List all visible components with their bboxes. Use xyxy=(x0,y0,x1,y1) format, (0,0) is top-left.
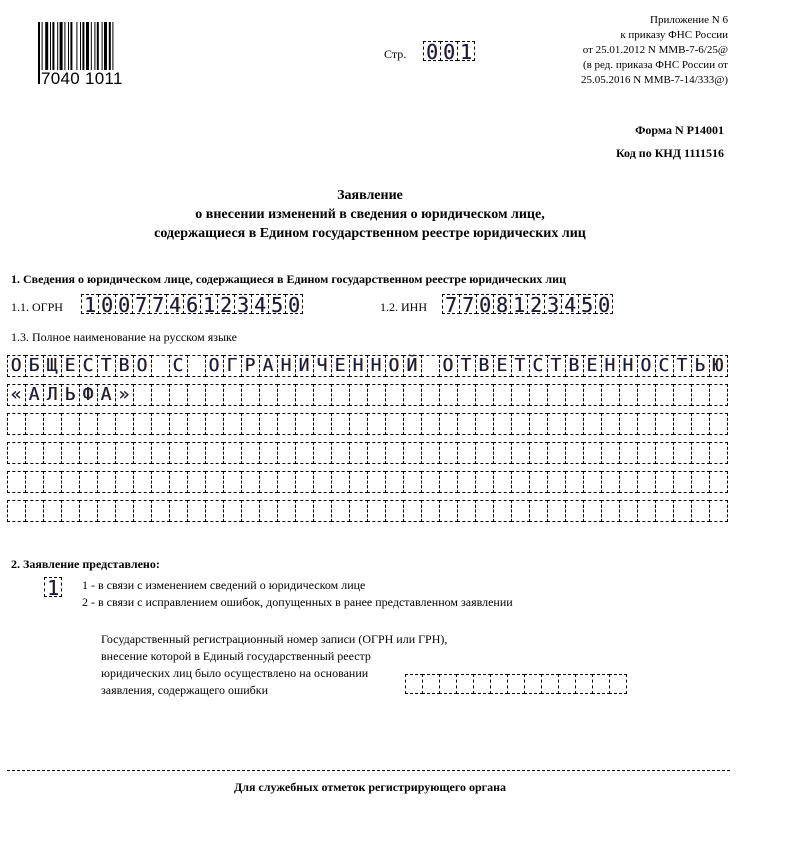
name-char-cell xyxy=(439,384,458,406)
name-char-cell xyxy=(457,413,476,435)
name-char-cell xyxy=(25,500,44,522)
name-char-cell xyxy=(673,413,692,435)
char-cell[interactable]: 7 xyxy=(132,294,150,314)
name-char-cell xyxy=(457,500,476,522)
name-char-cell xyxy=(565,384,584,406)
name-row-cells xyxy=(7,500,728,522)
name-char-cell xyxy=(565,500,584,522)
annex-line: от 25.01.2012 N ММВ-7-6/25@ xyxy=(582,44,728,56)
name-char-cell xyxy=(511,384,530,406)
name-char-cell xyxy=(691,384,710,406)
barcode xyxy=(38,22,138,88)
name-row[interactable] xyxy=(7,500,730,522)
grn-description xyxy=(101,631,447,699)
name-char-cell xyxy=(691,471,710,493)
section2-heading: 2. Заявление представлено: xyxy=(11,557,160,571)
char-cell[interactable] xyxy=(490,674,508,694)
name-char-cell xyxy=(709,471,728,493)
name-char-cell xyxy=(331,471,350,493)
name-char-cell xyxy=(403,384,422,406)
name-char-cell xyxy=(331,413,350,435)
name-char-cell xyxy=(169,442,188,464)
name-char-cell xyxy=(331,500,350,522)
name-char-cell xyxy=(61,500,80,522)
name-char-cell xyxy=(691,413,710,435)
name-char-cell xyxy=(619,442,638,464)
name-char-cell xyxy=(169,500,188,522)
name-char-cell xyxy=(97,413,116,435)
char-cell[interactable]: 2 xyxy=(527,294,545,314)
name-char-cell xyxy=(511,413,530,435)
name-char-cell xyxy=(313,471,332,493)
char-cell[interactable]: 1 xyxy=(457,41,475,61)
char-cell[interactable] xyxy=(439,674,457,694)
annex-note xyxy=(581,13,728,88)
char-cell[interactable] xyxy=(422,674,440,694)
annex-line: к приказу ФНС России xyxy=(620,29,728,41)
name-char-cell xyxy=(619,413,638,435)
name-char-cell xyxy=(313,500,332,522)
char-cell[interactable]: 1 xyxy=(81,294,99,314)
char-cell[interactable]: 0 xyxy=(98,294,116,314)
name-char-cell xyxy=(493,500,512,522)
name-char-cell xyxy=(655,500,674,522)
name-char-cell xyxy=(7,442,26,464)
char-cell[interactable] xyxy=(473,674,491,694)
char-cell[interactable]: 2 xyxy=(217,294,235,314)
name-char-cell xyxy=(547,413,566,435)
name-char-cell xyxy=(97,471,116,493)
name-char-cell xyxy=(25,471,44,493)
char-cell[interactable] xyxy=(541,674,559,694)
name-char-cell xyxy=(493,384,512,406)
name-char-cell xyxy=(205,413,224,435)
name-char-cell xyxy=(583,413,602,435)
name-char-cell xyxy=(619,384,638,406)
name-char-cell xyxy=(385,384,404,406)
name-char-cell xyxy=(295,500,314,522)
page-label: Стр. xyxy=(384,47,407,61)
name-char-cell xyxy=(223,500,242,522)
name-char-cell xyxy=(619,471,638,493)
name-char-cell xyxy=(187,413,206,435)
name-char-cell xyxy=(565,413,584,435)
name-char-cell xyxy=(115,500,134,522)
name-char-cell xyxy=(259,500,278,522)
reason-value-cell[interactable]: 1 xyxy=(44,577,62,597)
name-char-cell xyxy=(583,500,602,522)
name-char-cell xyxy=(493,442,512,464)
char-cell[interactable]: 8 xyxy=(493,294,511,314)
name-char-cell xyxy=(349,500,368,522)
name-char-cell xyxy=(277,442,296,464)
name-char-cell xyxy=(151,442,170,464)
name-char-cell xyxy=(115,471,134,493)
name-char-cell xyxy=(7,471,26,493)
name-char-cell xyxy=(655,413,674,435)
name-char-cell xyxy=(7,500,26,522)
name-char-cell xyxy=(259,384,278,406)
name-char-cell xyxy=(7,413,26,435)
name-char-cell xyxy=(403,500,422,522)
name-char-cell xyxy=(547,442,566,464)
name-char-cell xyxy=(457,384,476,406)
name-char-cell xyxy=(187,442,206,464)
name-char-cell xyxy=(529,471,548,493)
ogrn-label: 1.1. ОГРН xyxy=(11,300,63,314)
name-char-cell xyxy=(709,442,728,464)
inn-label: 1.2. ИНН xyxy=(380,300,427,314)
name-char-cell xyxy=(277,471,296,493)
char-cell[interactable]: 0 xyxy=(115,294,133,314)
name-char-cell xyxy=(529,442,548,464)
name-char-cell xyxy=(295,413,314,435)
name-char-cell xyxy=(61,413,80,435)
name-char-cell xyxy=(223,384,242,406)
name-row[interactable] xyxy=(7,384,730,406)
name-char-cell xyxy=(277,413,296,435)
grn-field[interactable] xyxy=(405,674,627,694)
name-char-cell xyxy=(421,500,440,522)
name-char-cell xyxy=(313,442,332,464)
name-char-cell xyxy=(241,442,260,464)
name-char-cell xyxy=(169,413,188,435)
name-char-cell xyxy=(367,442,386,464)
name-char-cell xyxy=(403,471,422,493)
name-char-cell xyxy=(475,413,494,435)
inn-field[interactable] xyxy=(442,293,613,317)
name-char-cell xyxy=(547,471,566,493)
name-char-cell xyxy=(583,442,602,464)
char-cell[interactable]: 6 xyxy=(183,294,201,314)
char-cell[interactable]: 7 xyxy=(459,294,477,314)
name-char-cell xyxy=(457,471,476,493)
name-char-cell xyxy=(43,471,62,493)
reason-option-2: 2 - в связи с исправлением ошибок, допущенных в ранее представленном заявлении xyxy=(82,595,513,609)
name-char-cell xyxy=(583,384,602,406)
name-char-cell xyxy=(187,384,206,406)
name-char-cell xyxy=(133,413,152,435)
char-cell[interactable]: 3 xyxy=(544,294,562,314)
name-char-cell xyxy=(349,442,368,464)
name-char-cell xyxy=(601,384,620,406)
name-char-cell xyxy=(151,413,170,435)
name-char-cell xyxy=(115,442,134,464)
name-char-cell xyxy=(367,471,386,493)
grn-text-line: Государственный регистрационный номер записи (ОГРН или ГРН), xyxy=(101,632,448,646)
name-char-cell xyxy=(457,442,476,464)
name-char-cell xyxy=(331,442,350,464)
name-char-cell xyxy=(79,471,98,493)
char-cell[interactable] xyxy=(524,674,542,694)
name-row-cells xyxy=(7,413,728,435)
name-char-cell xyxy=(115,413,134,435)
name-char-cell xyxy=(187,471,206,493)
grn-text-line: внесение которой в Единый государственный реестр xyxy=(101,649,371,663)
name-char-cell xyxy=(205,384,224,406)
name-char-cell xyxy=(655,442,674,464)
name-char-cell xyxy=(241,384,260,406)
name-row-text[interactable]: «АЛЬФА» xyxy=(10,384,137,405)
name-char-cell xyxy=(583,471,602,493)
name-char-cell xyxy=(511,500,530,522)
annex-line: 25.05.2016 N ММВ-7-14/333@) xyxy=(580,74,728,86)
name-char-cell xyxy=(655,471,674,493)
name-row-cells xyxy=(7,442,728,464)
name-char-cell xyxy=(493,471,512,493)
name-char-cell xyxy=(421,384,440,406)
name-char-cell xyxy=(79,500,98,522)
name-char-cell xyxy=(673,500,692,522)
annex-line: Приложение N 6 xyxy=(650,14,728,26)
name-char-cell xyxy=(439,471,458,493)
name-char-cell xyxy=(439,442,458,464)
name-char-cell xyxy=(403,413,422,435)
name-char-cell xyxy=(331,384,350,406)
char-cell[interactable] xyxy=(558,674,576,694)
char-cell[interactable]: 4 xyxy=(561,294,579,314)
name-char-cell xyxy=(241,471,260,493)
char-cell[interactable]: 3 xyxy=(234,294,252,314)
name-char-cell xyxy=(547,384,566,406)
name-row[interactable] xyxy=(7,355,730,377)
name-char-cell xyxy=(403,442,422,464)
reason-field[interactable] xyxy=(44,576,62,600)
title-line: о внесении изменений в сведения о юридическом лице, xyxy=(195,207,545,222)
char-cell[interactable] xyxy=(575,674,593,694)
title-line: Заявление xyxy=(337,188,403,203)
name-char-cell xyxy=(421,442,440,464)
name-char-cell xyxy=(547,500,566,522)
name-char-cell xyxy=(367,500,386,522)
name-char-cell xyxy=(349,413,368,435)
name-char-cell xyxy=(475,471,494,493)
name-char-cell xyxy=(223,413,242,435)
name-row-cells xyxy=(7,471,728,493)
char-cell[interactable] xyxy=(507,674,525,694)
knd-code: Код по КНД 1111516 xyxy=(615,146,724,160)
name-char-cell xyxy=(241,413,260,435)
name-char-cell xyxy=(673,384,692,406)
name-char-cell xyxy=(259,442,278,464)
name-char-cell xyxy=(385,471,404,493)
char-cell[interactable]: 7 xyxy=(149,294,167,314)
name-char-cell xyxy=(475,384,494,406)
grn-text-line: заявления, содержащего ошибки xyxy=(101,683,269,697)
name-char-cell xyxy=(25,413,44,435)
name-char-cell xyxy=(655,384,674,406)
name-char-cell xyxy=(421,413,440,435)
name-char-cell xyxy=(295,384,314,406)
char-cell[interactable] xyxy=(592,674,610,694)
name-char-cell xyxy=(205,500,224,522)
name-char-cell xyxy=(277,500,296,522)
name-char-cell xyxy=(565,471,584,493)
title-line: содержащиеся в Едином государственном реестре юридических лиц xyxy=(154,226,586,241)
name-char-cell xyxy=(421,471,440,493)
name-char-cell xyxy=(565,442,584,464)
name-char-cell xyxy=(475,442,494,464)
name-char-cell xyxy=(367,413,386,435)
name-char-cell xyxy=(349,471,368,493)
name-char-cell xyxy=(349,384,368,406)
reason-option-1: 1 - в связи с изменением сведений о юридическом лице xyxy=(82,578,366,592)
name-char-cell xyxy=(637,442,656,464)
name-char-cell xyxy=(259,471,278,493)
ogrn-field[interactable] xyxy=(81,293,303,317)
name-char-cell xyxy=(25,442,44,464)
name-char-cell xyxy=(385,442,404,464)
name-char-cell xyxy=(673,471,692,493)
name-char-cell xyxy=(43,442,62,464)
name-char-cell xyxy=(439,413,458,435)
name-char-cell xyxy=(601,442,620,464)
name-char-cell xyxy=(529,384,548,406)
name-char-cell xyxy=(97,442,116,464)
char-cell[interactable] xyxy=(456,674,474,694)
char-cell[interactable] xyxy=(405,674,423,694)
char-cell[interactable]: 1 xyxy=(200,294,218,314)
name-char-cell xyxy=(601,413,620,435)
name-char-cell xyxy=(295,442,314,464)
name-char-cell xyxy=(439,500,458,522)
name-char-cell xyxy=(259,413,278,435)
name-char-cell xyxy=(673,442,692,464)
name-char-cell xyxy=(511,471,530,493)
name-char-cell xyxy=(385,500,404,522)
name-row[interactable] xyxy=(7,413,730,435)
name-char-cell xyxy=(619,500,638,522)
name-char-cell xyxy=(601,471,620,493)
name-char-cell xyxy=(637,413,656,435)
char-cell[interactable]: 4 xyxy=(251,294,269,314)
name-char-cell xyxy=(133,442,152,464)
name-row[interactable] xyxy=(7,442,730,464)
char-cell[interactable]: 0 xyxy=(476,294,494,314)
char-cell[interactable] xyxy=(609,674,627,694)
name-char-cell xyxy=(241,500,260,522)
name-char-cell xyxy=(637,384,656,406)
grn-text-line: юридических лиц было осуществлено на основании xyxy=(101,666,369,680)
name-char-cell xyxy=(637,471,656,493)
name-char-cell xyxy=(205,442,224,464)
form-number: Форма N Р14001 xyxy=(635,123,724,137)
page-number-field[interactable] xyxy=(423,40,475,64)
name-row[interactable] xyxy=(7,471,730,493)
name-char-cell xyxy=(169,384,188,406)
name-char-cell xyxy=(691,500,710,522)
char-cell[interactable]: 0 xyxy=(440,41,458,61)
name-char-cell xyxy=(205,471,224,493)
char-cell[interactable]: 5 xyxy=(578,294,596,314)
name-char-cell xyxy=(709,413,728,435)
name-char-cell xyxy=(313,413,332,435)
name-char-cell xyxy=(709,500,728,522)
name-char-cell xyxy=(43,500,62,522)
name-char-cell xyxy=(61,442,80,464)
name-char-cell xyxy=(493,413,512,435)
full-name-label: 1.3. Полное наименование на русском языке xyxy=(11,330,237,344)
cut-line-divider xyxy=(7,770,730,771)
char-cell[interactable]: 5 xyxy=(268,294,286,314)
name-char-cell xyxy=(277,384,296,406)
name-char-cell xyxy=(529,413,548,435)
char-cell[interactable]: 0 xyxy=(595,294,613,314)
char-cell[interactable]: 1 xyxy=(510,294,528,314)
name-char-cell xyxy=(151,471,170,493)
name-char-cell xyxy=(475,500,494,522)
name-char-cell xyxy=(61,471,80,493)
name-char-cell xyxy=(637,500,656,522)
annex-line: (в ред. приказа ФНС России от xyxy=(582,59,728,71)
name-char-cell xyxy=(529,500,548,522)
section1-heading: 1. Сведения о юридическом лице, содержащиеся в Едином государственном реестре юридических лиц xyxy=(11,272,566,286)
name-char-cell xyxy=(133,471,152,493)
name-char-cell xyxy=(601,500,620,522)
name-char-cell xyxy=(151,500,170,522)
name-char-cell xyxy=(169,471,188,493)
name-char-cell xyxy=(79,442,98,464)
name-char-cell xyxy=(223,442,242,464)
name-char-cell xyxy=(511,442,530,464)
barcode-number: 7040 1011 xyxy=(41,69,123,88)
name-char-cell xyxy=(79,413,98,435)
name-char-cell xyxy=(223,471,242,493)
char-cell[interactable]: 4 xyxy=(166,294,184,314)
name-char-cell xyxy=(133,500,152,522)
name-char-cell xyxy=(97,500,116,522)
name-char-cell xyxy=(187,500,206,522)
name-char-cell xyxy=(313,384,332,406)
name-char-cell xyxy=(151,384,170,406)
document-title xyxy=(0,186,740,243)
name-char-cell xyxy=(385,413,404,435)
registrar-notes-label: Для служебных отметок регистрирующего органа xyxy=(233,780,507,794)
char-cell[interactable]: 7 xyxy=(442,294,460,314)
char-cell[interactable]: 0 xyxy=(423,41,441,61)
name-char-cell xyxy=(367,384,386,406)
name-char-cell xyxy=(295,471,314,493)
char-cell[interactable]: 0 xyxy=(285,294,303,314)
name-char-cell xyxy=(43,413,62,435)
name-char-cell xyxy=(709,384,728,406)
name-row-text[interactable]: ОБЩЕСТВО С ОГРАНИЧЕННОЙ ОТВЕТСТВЕННОСТЬЮ xyxy=(10,355,731,376)
name-char-cell xyxy=(691,442,710,464)
